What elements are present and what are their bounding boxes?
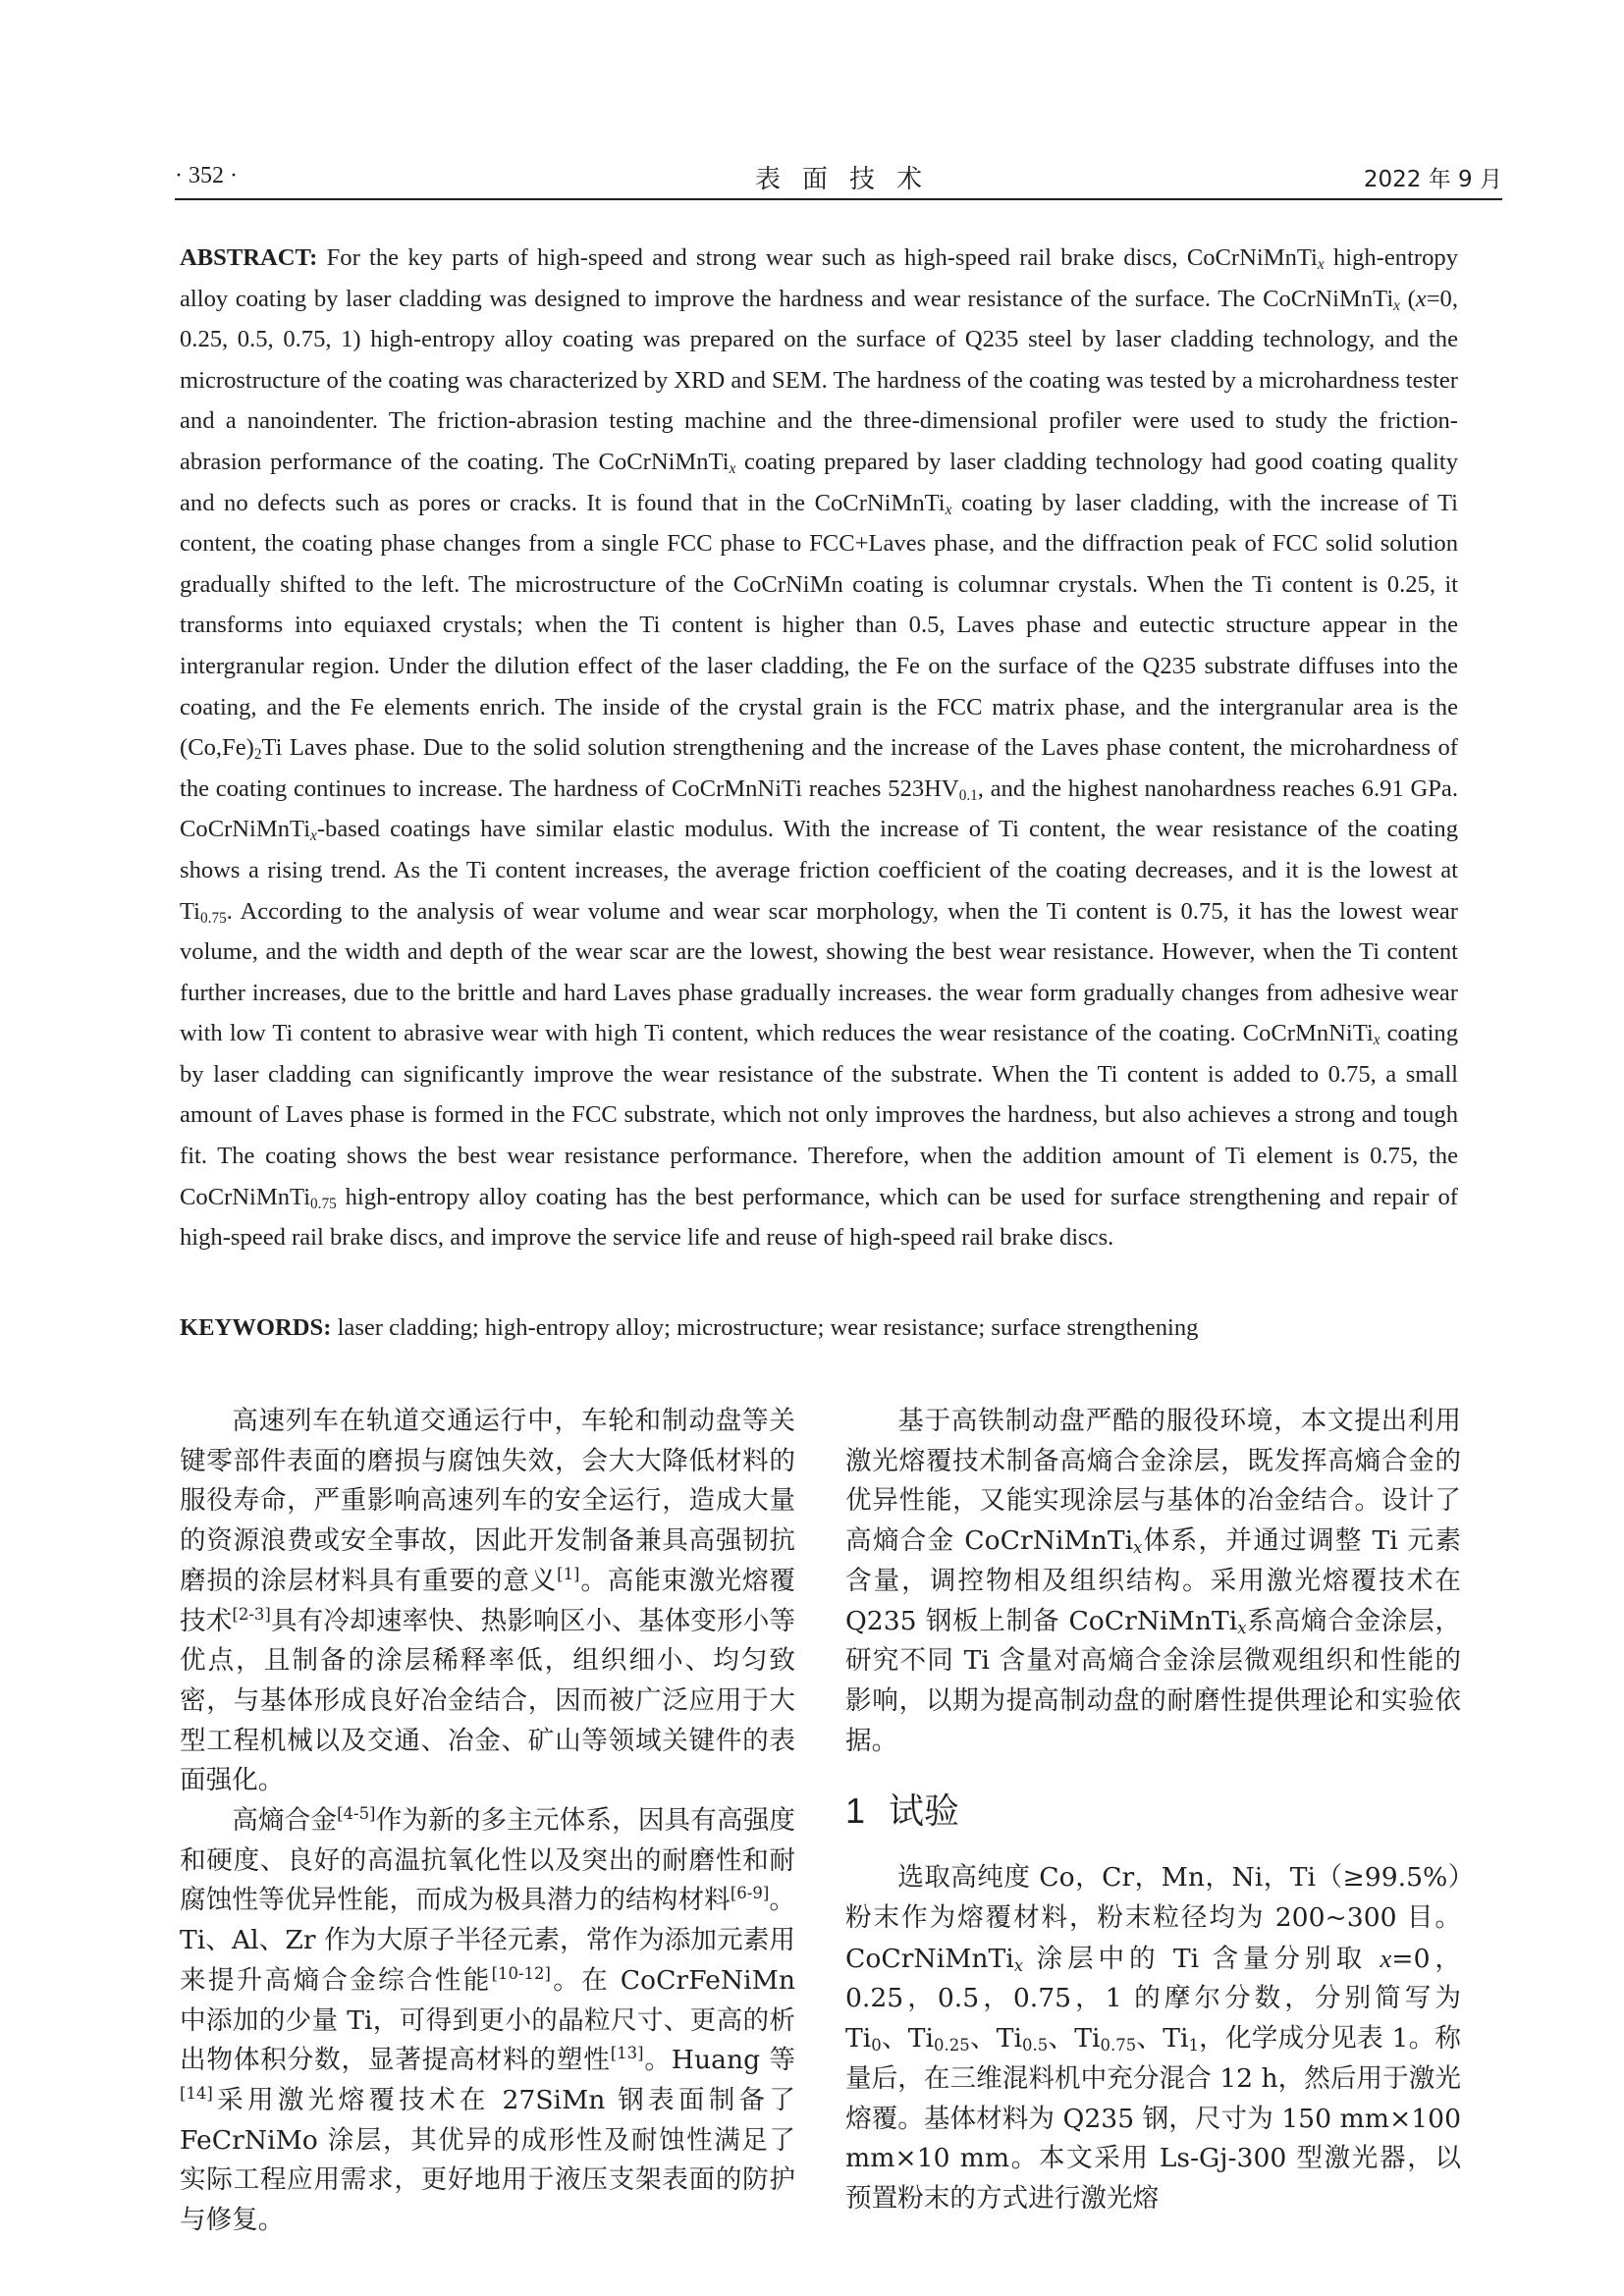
page-number: · 352 · — [175, 163, 238, 188]
abstract-text: -based coatings have similar elastic modulus. With the increase of Ti content, the wear resistance of the coating shows a rising trend. As the Ti content increases, the average friction coefficient of the coating decreases, and it is the lowest at Ti — [180, 816, 1458, 925]
body-text: 。Ti、Al、Zr 作为大原子半径元素，常作为添加元素用来提升高熵合金综合性能 — [180, 1885, 796, 1996]
citation: [6-9] — [730, 1884, 770, 1903]
abstract-text: ( — [1399, 285, 1416, 312]
subscript-x: x — [1237, 1618, 1247, 1637]
subscript-075: 0.75 — [310, 1195, 337, 1212]
section-number: 1 — [845, 1790, 866, 1832]
subscript-x: x — [945, 501, 952, 518]
abstract-text: For the key parts of high-speed and strong wear such as high-speed rail brake discs, CoCrNiMnTi — [326, 244, 1318, 271]
keywords-line — [180, 1308, 1458, 1349]
variable-x: x — [1380, 1943, 1392, 1973]
abstract-text: high-entropy alloy coating has the best performance, which can be used for surface strengthening and repair of high-speed rail brake discs, and improve the service life and reuse of high-speed rail brake discs. — [180, 1183, 1458, 1252]
keywords-text: laser cladding; high-entropy alloy; microstructure; wear resistance; surface strengthening — [331, 1314, 1199, 1341]
variable-x: x — [1415, 285, 1427, 312]
body-text: 采用激光熔覆技术在 27SiMn 钢表面制备了 FeCrNiMo 涂层，其优异的成形性及耐蚀性满足了实际工程应用需求，更好地用于液压支架表面的防护与修复。 — [180, 2084, 795, 2236]
body-paragraph — [845, 1858, 1461, 2218]
body-text: 、Ti — [969, 2023, 1022, 2055]
body-paragraph — [180, 1402, 795, 1801]
subscript: 0.75 — [1100, 2036, 1137, 2056]
subscript-x: x — [1317, 255, 1325, 273]
subscript-hv-load: 0.1 — [958, 786, 978, 804]
body-text: 。在 CoCrFeNiMn 中添加的少量 Ti，可得到更小的晶粒尺寸、更高的析出物体积分数，显著提高材料的塑性 — [180, 1964, 796, 2076]
body-text: ，化学成分见表 1。称量后，在三维混料机中充分混合 12 h，然后用于激光熔覆。基体材料为 Q235 钢，尺寸为 150 mm×100 mm×10 mm。本文采用 Ls-Gj-300 型激光器，以预置粉末的方式进行激光熔 — [845, 2023, 1462, 2214]
body-text: 作为新的多主元体系，因具有高强度和硬度、良好的高温抗氧化性以及突出的耐磨性和耐腐蚀性等优异性能，而成为极具潜力的结构材料 — [180, 1805, 796, 1916]
body-paragraph — [845, 1402, 1461, 1761]
body-text: 基于高铁制动盘严酷的服役环境，本文提出利用激光熔覆技术制备高熵合金涂层，既发挥高熵合金的优异性能，又能实现涂层与基体的冶金结合。设计了高熵合金 CoCrNiMnTi — [845, 1406, 1461, 1557]
body-text: 具有冷却速率快、热影响区小、基体变形小等优点，且制备的涂层稀释率低，组织细小、均匀致密，与基体形成良好冶金结合，因而被广泛应用于大型工程机械以及交通、冶金、矿山等领域关键件的表面强化。 — [180, 1605, 796, 1796]
left-column — [180, 1402, 795, 2241]
subscript-x: x — [1373, 1032, 1380, 1049]
subscript: 1 — [1188, 2036, 1199, 2056]
header-rule — [175, 198, 1502, 200]
abstract-text: coating by laser cladding, with the increase of Ti content, the coating phase changes from a single FCC phase to FCC+Laves phase, and the diffraction peak of FCC solid solution gradually shifted to the left. The microstructure of the CoCrNiMn coating is columnar crystals. When the Ti content is 0.25, it transforms into equiaxed crystals; when the Ti content is higher than 0.5, Laves phase and eutectic structure appear in the intergranular region. Under the dilution effect of the laser cladding, the Fe on the surface of the Q235 substrate diffuses into the coating, and the Fe elements enrich. The inside of the crystal grain is the FCC matrix phase, and the intergranular area is the (Co,Fe) — [180, 489, 1458, 762]
body-text: 高速列车在轨道交通运行中，车轮和制动盘等关键零部件表面的磨损与腐蚀失效，会大大降低材料的服役寿命，严重影响高速列车的安全运行，造成大量的资源浪费或安全事故，因此开发制备兼具高强韧抗磨损的涂层材料具有重要的意义 — [180, 1406, 795, 1596]
subscript-x: x — [310, 828, 317, 845]
body-text: 、Ti — [1136, 2023, 1189, 2055]
subscript: 0.25 — [934, 2036, 970, 2056]
body-paragraph — [180, 1801, 795, 2241]
body-text: 高熵合金 — [232, 1805, 338, 1837]
subscript-075: 0.75 — [200, 909, 227, 927]
abstract-label: ABSTRACT: — [180, 244, 318, 271]
citation: [2-3] — [232, 1604, 271, 1624]
citation: [13] — [610, 2044, 644, 2063]
subscript-x: x — [729, 459, 736, 477]
body-text: =0，0.25，0.5，0.75，1 的摩尔分数，分别简写为 Ti — [845, 1943, 1461, 2055]
subscript-2: 2 — [253, 745, 262, 763]
journal-title: 表面技术 — [754, 165, 944, 194]
section-title: 试验 — [889, 1791, 960, 1833]
abstract-text: . According to the analysis of wear volume and wear scar morphology, when the Ti content is 0.75, it has the lowest wear volume, and the width and depth of the wear scar are the lowest, showing the best wear resistance. However, when the Ti content further increases, due to the brittle and hard Laves phase gradually increases. the wear form gradually changes from adhesive wear with low Ti content to abrasive wear with high Ti content, which reduces the wear resistance of the coating. CoCrMnNiTi — [180, 897, 1458, 1047]
issue-date: 2022 年 9 月 — [1363, 167, 1502, 192]
body-text: 涂层中的 Ti 含量分别取 — [1023, 1943, 1380, 1974]
page-header — [175, 157, 1502, 196]
subscript-x: x — [1393, 296, 1400, 314]
citation: [10-12] — [491, 1963, 551, 1983]
abstract-text: high-entropy alloy coating by laser cladding was designed to improve the hardness and wear resistance of the surface. The CoCrNiMnTi — [180, 244, 1458, 312]
body-text: 、Ti — [881, 2023, 935, 2055]
citation: [1] — [557, 1564, 580, 1583]
right-column — [845, 1402, 1461, 2219]
subscript-x: x — [1133, 1538, 1143, 1558]
section-heading — [845, 1787, 1461, 1837]
abstract-text: coating by laser cladding can significantly improve the wear resistance of the substrate. When the Ti content is added to 0.75, a small amount of Laves phase is formed in the FCC substrate, which not only improves the hardness, but also achieves a strong and tough fit. The coating shows the best wear resistance performance. Therefore, when the addition amount of Ti element is 0.75, the CoCrNiMnTi — [180, 1020, 1458, 1210]
body-text: 、Ti — [1048, 2023, 1101, 2055]
citation: [14] — [180, 2084, 213, 2104]
subscript-x: x — [1013, 1955, 1024, 1975]
body-text: 。高能束激光熔覆技术 — [180, 1565, 796, 1636]
body-text: 系高熵合金涂层，研究不同 Ti 含量对高熵合金涂层微观组织和性能的影响，以期为提高制动盘的耐磨性提供理论和实验依据。 — [845, 1605, 1461, 1756]
body-text: 。Huang 等 — [643, 2045, 796, 2076]
keywords-label: KEYWORDS: — [180, 1314, 332, 1341]
abstract-paragraph — [180, 238, 1458, 1258]
abstract-text: , and the highest nanohardness reaches 6.91 GPa. CoCrNiMnTi — [180, 774, 1458, 843]
body-text: 选取高纯度 Co，Cr，Mn，Ni，Ti（≥99.5%）粉末作为熔覆材料，粉末粒径均为 200~300 目。CoCrNiMnTi — [845, 1862, 1461, 1974]
citation: [4-5] — [337, 1804, 376, 1824]
subscript: 0.5 — [1022, 2036, 1049, 2056]
abstract-text: =0, 0.25, 0.5, 0.75, 1) high-entropy alloy coating was prepared on the surface of Q235 steel by laser cladding technology, and the microstructure of the coating was characterized by XRD and SEM. The hardness of the coating was tested by a microhardness tester and a nanoindenter. The friction-abrasion testing machine and the three-dimensional profiler were used to study the friction-abrasion performance of the coating. The CoCrNiMnTi — [180, 285, 1459, 475]
subscript: 0 — [871, 2036, 882, 2056]
abstract-text: coating prepared by laser cladding technology had good coating quality and no defects such as pores or cracks. It is found that in the CoCrNiMnTi — [180, 448, 1459, 516]
body-text: 体系，并通过调整 Ti 元素含量，调控物相及组织结构。采用激光熔覆技术在 Q235 钢板上制备 CoCrNiMnTi — [845, 1525, 1461, 1636]
abstract-text: Ti Laves phase. Due to the solid solution strengthening and the increase of the Laves phase content, the microhardness of the coating continues to increase. The hardness of CoCrMnNiTi reaches 523HV — [180, 734, 1458, 802]
